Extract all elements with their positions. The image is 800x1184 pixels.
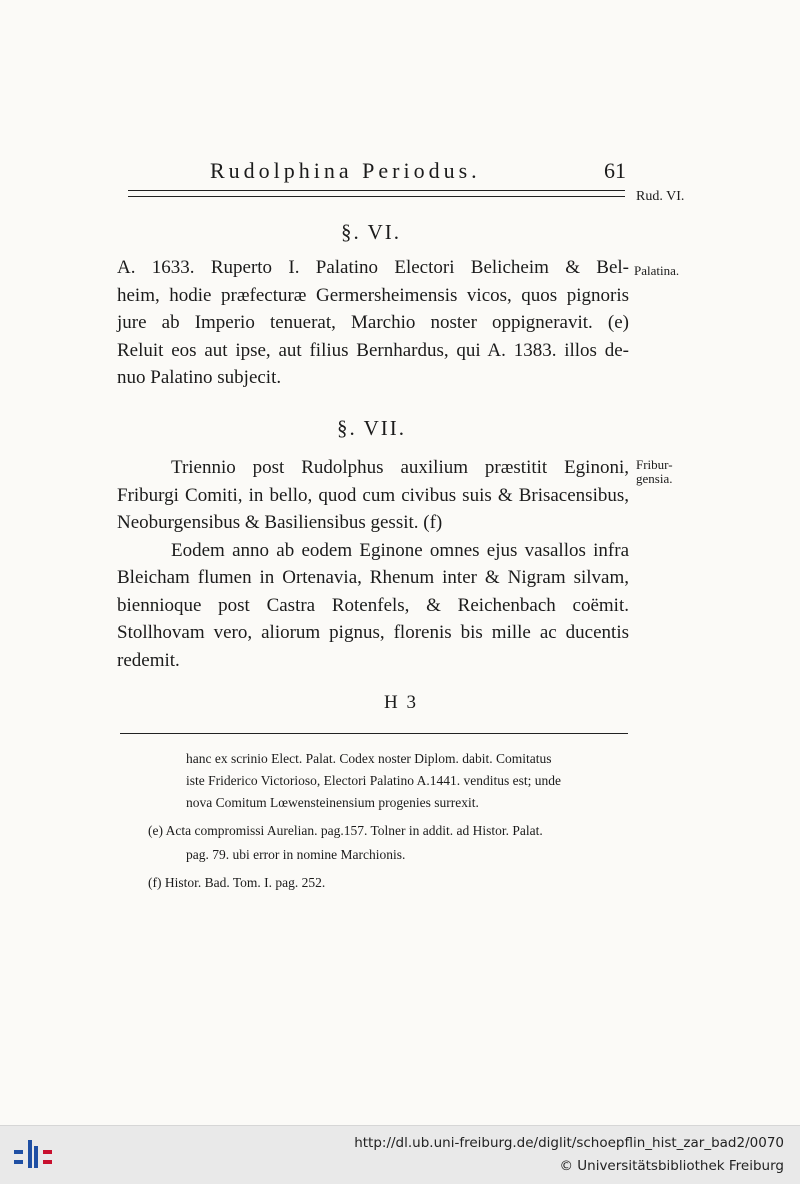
header-rule [128, 190, 625, 197]
section-heading-vi: §. VI. [341, 220, 402, 244]
margin-note-gensia: gensia. [636, 471, 673, 486]
footnote-line: nova Comitum Lœwensteinensium progenies surrexit. [186, 795, 479, 810]
footnote-f: (f) Histor. Bad. Tom. I. pag. 252. [148, 875, 326, 890]
footnote-line: iste Friderico Victorioso, Electori Palatino A.1441. venditus est; unde [186, 773, 562, 788]
text-line: Reluit eos aut ipse, aut filius Bernhardus, qui A. 1383. illos de- [117, 339, 629, 361]
text-line: redemit. [117, 649, 180, 671]
text-line: jure ab Imperio tenuerat, Marchio noster oppigneravit. (e) [117, 312, 629, 333]
text-line: Triennio post Rudolphus auxilium præstitit Eginoni, [171, 457, 629, 478]
margin-note-palatina: Palatina. [634, 263, 680, 278]
viewer-footer [0, 1125, 800, 1184]
copyright-notice: © Universitätsbibliothek Freiburg [559, 1158, 784, 1174]
margin-note-rud: Rud. VI. [636, 189, 685, 204]
text-line: biennioque post Castra Rotenfels, & Reichenbach coëmit. [117, 594, 629, 616]
running-title: Rudolphina Periodus. [210, 158, 481, 183]
footnote-e: (e) Acta compromissi Aurelian. pag.157. Tolner in addit. ad Histor. Palat. [148, 823, 543, 838]
text-line: Friburgi Comiti, in bello, quod cum civibus suis & Brisacensibus, [117, 484, 629, 506]
text-line: nuo Palatino subjecit. [117, 367, 282, 388]
text-line: A. 1633. Ruperto I. Palatino Electori Belicheim & Bel- [117, 257, 629, 278]
text-line: Bleicham flumen in Ortenavia, Rhenum inter & Nigram silvam, [117, 567, 629, 588]
text-line: heim, hodie præfecturæ Germersheimensis vicos, quos pignoris [117, 284, 629, 306]
page-number: 61 [604, 158, 626, 183]
footnote-line: hanc ex scrinio Elect. Palat. Codex noster Diplom. dabit. Comitatus [186, 751, 552, 766]
permalink-url[interactable]: http://dl.ub.uni-freiburg.de/diglit/schoepflin_hist_zar_bad2/0070 [354, 1135, 784, 1151]
text-line: Neoburgensibus & Basiliensibus gessit. (f) [117, 512, 443, 533]
margin-note-fribur: Fribur- [636, 457, 673, 472]
footnote-line: pag. 79. ubi error in nomine Marchionis. [186, 847, 406, 862]
paragraph-vii [117, 454, 629, 674]
signature-mark: H 3 [384, 692, 418, 713]
section-heading-vii: §. VII. [337, 416, 407, 440]
library-logo-icon [12, 1136, 56, 1174]
footnote-rule [120, 733, 628, 734]
text-line: Stollhovam vero, aliorum pignus, florenis bis mille ac ducentis [117, 622, 629, 643]
paragraph-vi [117, 254, 629, 392]
text-line: Eodem anno ab eodem Eginone omnes ejus vasallos infra [171, 539, 629, 561]
